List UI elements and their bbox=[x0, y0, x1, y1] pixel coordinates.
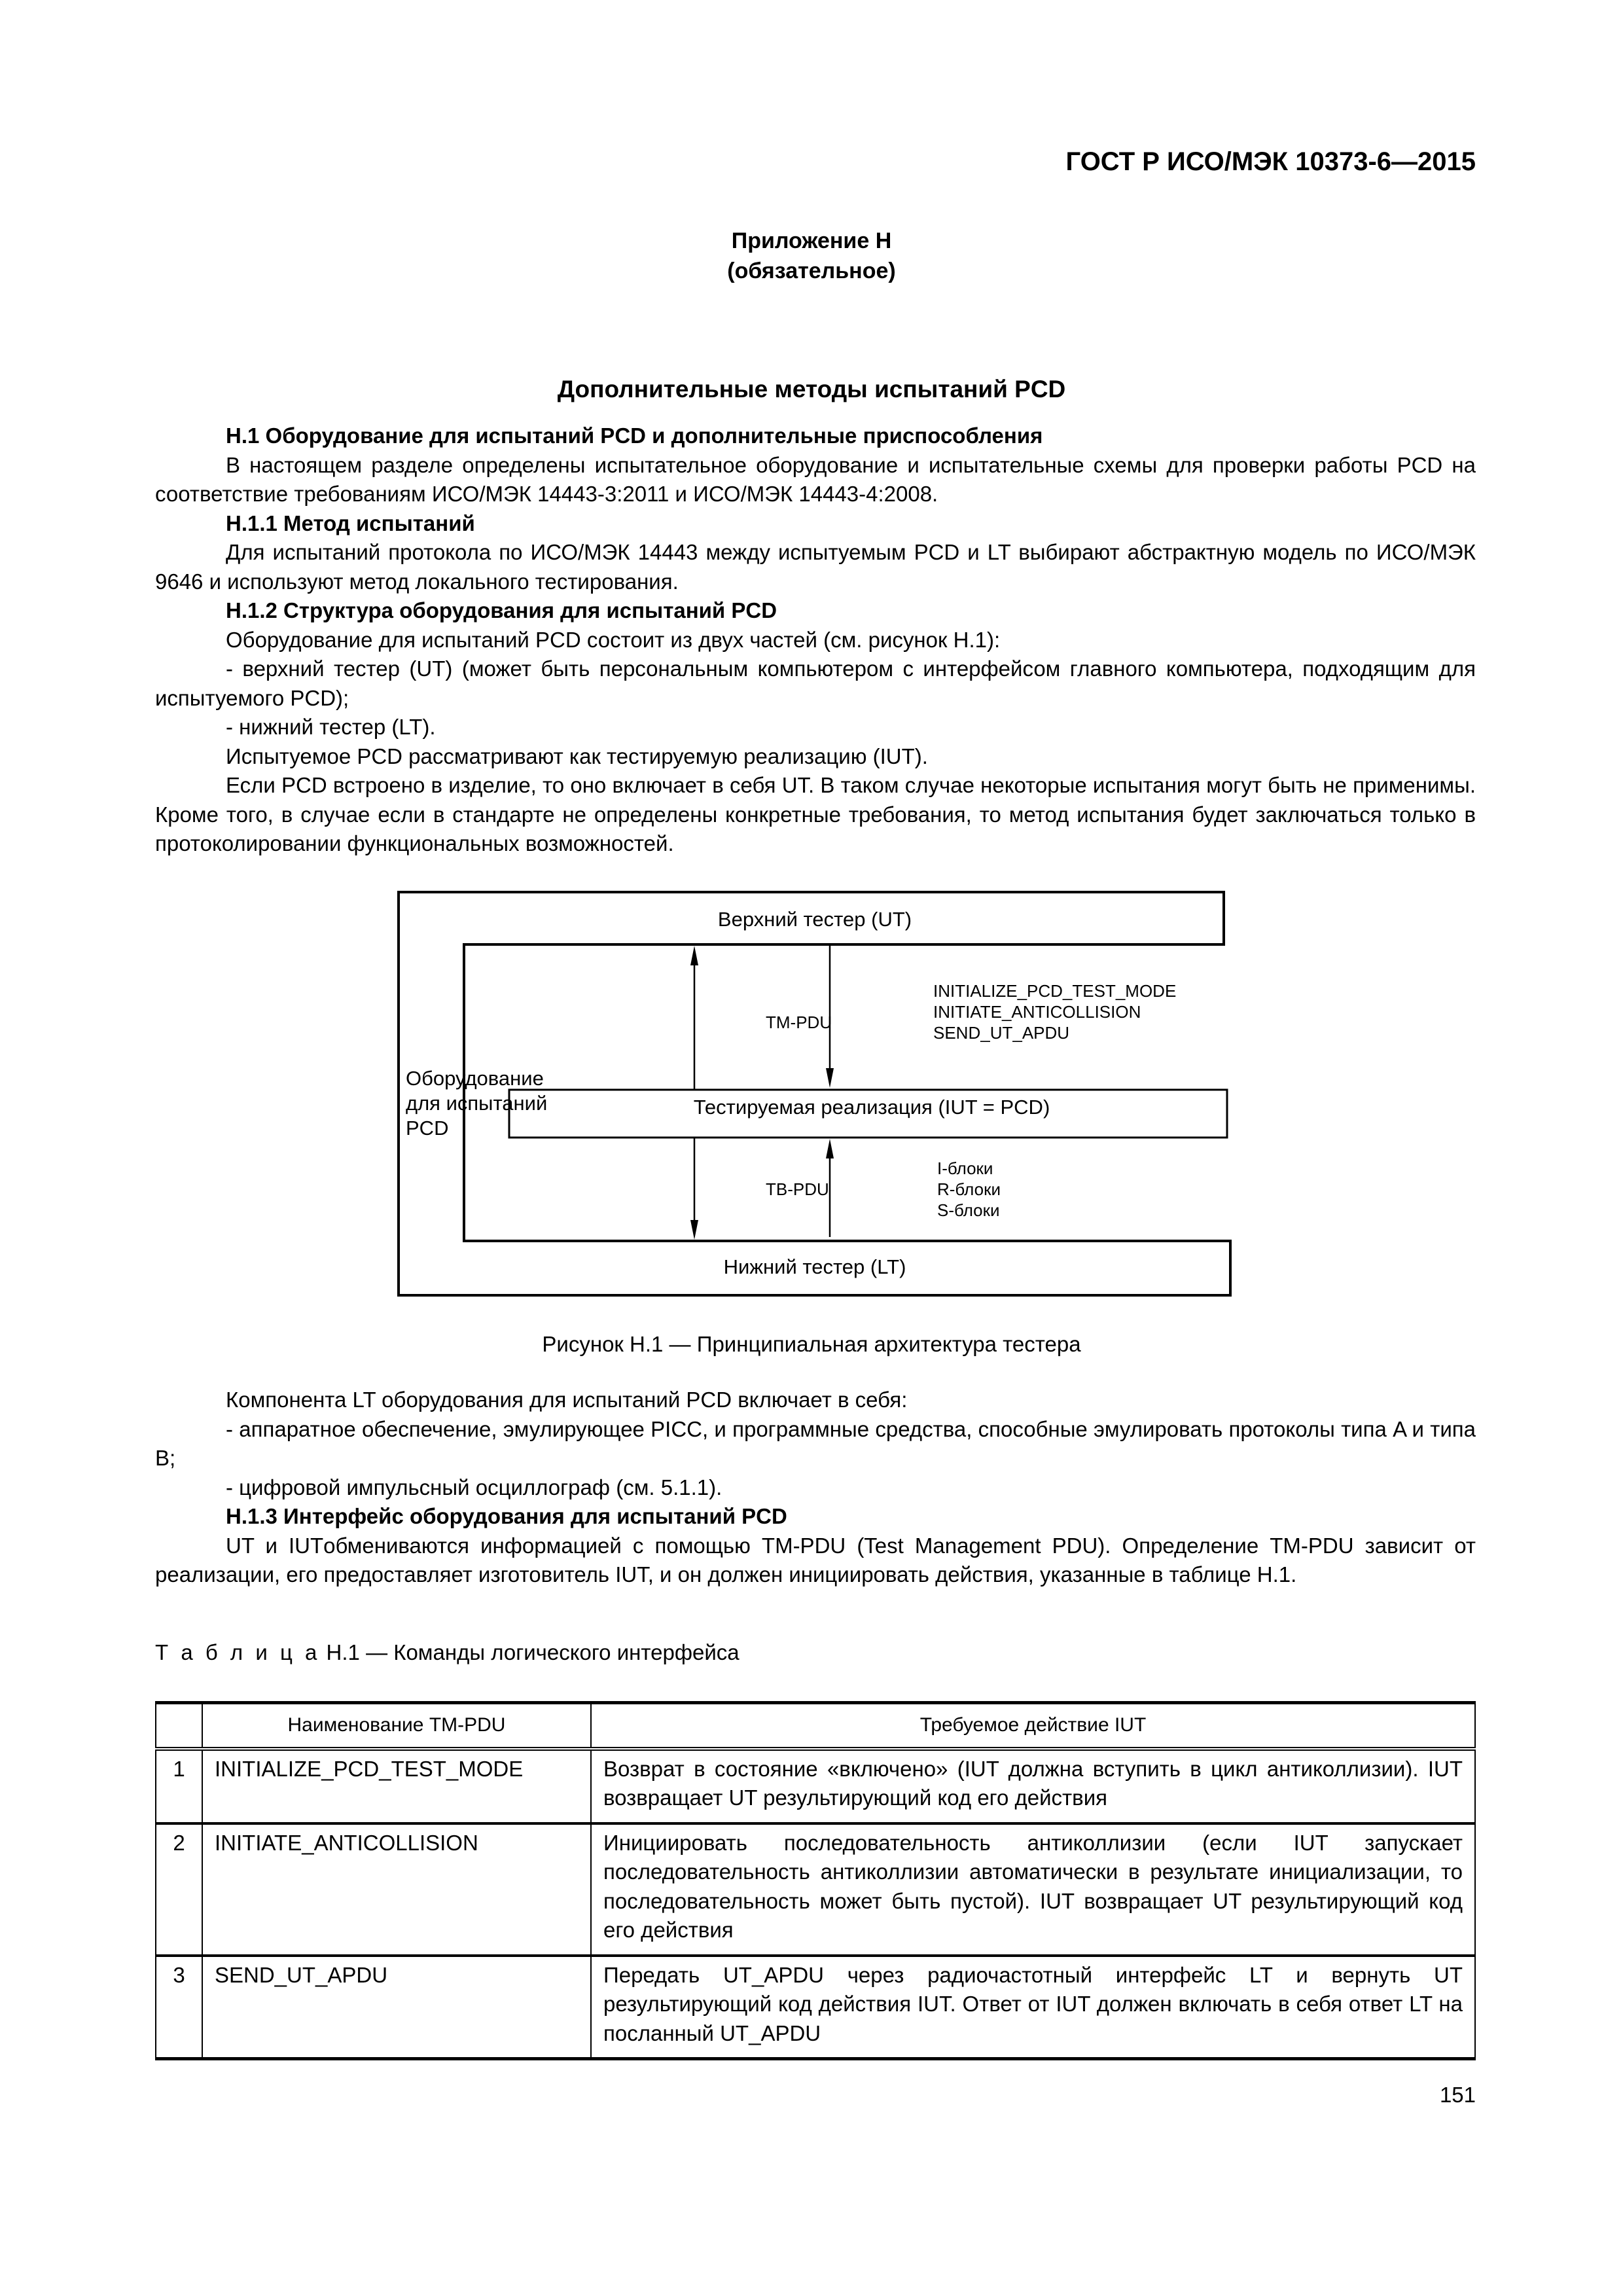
section-h12-list-item: - нижний тестер (LT). bbox=[226, 715, 436, 739]
section-h13-text: UT и IUTобмениваются информацией с помощью TM-PDU (Test Management PDU). Определение TM-PDU зависит от реализации, его предоставляет изготовитель IUT, и он должен инициировать действия, указанные в таблице H.1. bbox=[155, 1533, 1476, 1587]
table-header-row bbox=[156, 1703, 1475, 1749]
section-h12-heading: H.1.2 Структура оборудования для испытаний PCD bbox=[226, 598, 777, 622]
tb-pdu-label: TB-PDU bbox=[766, 1179, 829, 1199]
table-caption-prefix: Т а б л и ц а bbox=[155, 1640, 321, 1664]
tm-pdu-label: TM-PDU bbox=[766, 1013, 832, 1032]
table-caption bbox=[155, 1640, 740, 1665]
equipment-label-line: Оборудование bbox=[406, 1067, 544, 1090]
section-h12-para: Оборудование для испытаний PCD состоит из двух частей (см. рисунок H.1): bbox=[226, 627, 1001, 652]
block-label: R-блоки bbox=[937, 1179, 1001, 1199]
table-row bbox=[156, 1956, 1475, 2059]
command-label: INITIATE_ANTICOLLISION bbox=[933, 1002, 1141, 1022]
iut-label: Тестируемая реализация (IUT = PCD) bbox=[693, 1096, 1050, 1119]
row-name: SEND_UT_APDU bbox=[202, 1956, 591, 2059]
section-h12-para: Испытуемое PCD рассматривают как тестируемую реализацию (IUT). bbox=[226, 744, 928, 768]
row-action: Передать UT_APDU через радиочастотный интерфейс LT и вернуть UT результирующий код действия IUT. Ответ от IUT должен включать в себя ответ LT на посланный UT_APDU bbox=[591, 1956, 1475, 2059]
section-h1-text: В настоящем разделе определены испытательное оборудование и испытательные схемы для проверки работы PCD на соответствие требованиям ИСО/МЭК 14443-3:2011 и ИСО/МЭК 14443-4:2008. bbox=[155, 452, 1476, 506]
row-name: INITIALIZE_PCD_TEST_MODE bbox=[202, 1749, 591, 1823]
body-text-bottom bbox=[155, 1386, 1476, 1590]
equipment-label-line: PCD bbox=[406, 1117, 449, 1139]
table-row bbox=[156, 1749, 1475, 1823]
lt-components-item: - аппаратное обеспечение, эмулирующее PICC, и программные средства, способные эмулировать протоколы типа A и типа B; bbox=[155, 1416, 1476, 1470]
row-num: 1 bbox=[156, 1749, 202, 1823]
block-label: I-блоки bbox=[937, 1158, 993, 1178]
section-h12-para: Если PCD встроено в изделие, то оно включает в себя UT. В таком случае некоторые испытания могут быть не применимы. Кроме того, в случае если в стандарте не определены конкретные требования, то метод испытания будет заключаться только в протоколировании функциональных возможностей. bbox=[155, 773, 1476, 855]
table-header-name: Наименование TM-PDU bbox=[202, 1703, 591, 1749]
row-name: INITIATE_ANTICOLLISION bbox=[202, 1823, 591, 1956]
table-caption-text: H.1 — Команды логического интерфейса bbox=[320, 1640, 740, 1664]
section-h11-heading: H.1.1 Метод испытаний bbox=[226, 511, 475, 535]
annex-label: Приложение H bbox=[731, 228, 892, 253]
table-header-action: Требуемое действие IUT bbox=[591, 1703, 1475, 1749]
lt-components-intro: Компонента LT оборудования для испытаний PCD включает в себя: bbox=[226, 1388, 908, 1412]
row-num: 3 bbox=[156, 1956, 202, 2059]
row-action: Возврат в состояние «включено» (IUT должна вступить в цикл антиколлизии). IUT возвращает UT результирующий код его действия bbox=[591, 1749, 1475, 1823]
section-h1-heading: H.1 Оборудование для испытаний PCD и дополнительные приспособления bbox=[226, 423, 1043, 448]
commands-table bbox=[155, 1701, 1476, 2060]
command-label: SEND_UT_APDU bbox=[933, 1023, 1070, 1043]
equipment-label-line: для испытаний bbox=[406, 1092, 548, 1115]
table-header-num bbox=[156, 1703, 202, 1749]
page-title: Дополнительные методы испытаний PCD bbox=[557, 376, 1066, 403]
block-label: S-блоки bbox=[937, 1200, 1000, 1220]
lower-tester-label: Нижний тестер (LT) bbox=[723, 1255, 906, 1278]
annex-status: (обязательное) bbox=[727, 259, 896, 283]
section-h12-list-item: - верхний тестер (UT) (может быть персональным компьютером с интерфейсом главного компьютера, подходящим для испытуемого PCD); bbox=[155, 656, 1476, 710]
section-h11-text: Для испытаний протокола по ИСО/МЭК 14443 между испытуемым PCD и LT выбирают абстрактную модель по ИСО/МЭК 9646 и используют метод локального тестирования. bbox=[155, 540, 1476, 594]
table-row bbox=[156, 1823, 1475, 1956]
row-num: 2 bbox=[156, 1823, 202, 1956]
row-action: Инициировать последовательность антиколлизии (если IUT запускает последовательность антиколлизии автоматически в результате инициализации, то последовательность может быть пустой). IUT возвращает UT результирующий код его действия bbox=[591, 1823, 1475, 1956]
section-h13-heading: H.1.3 Интерфейс оборудования для испытаний PCD bbox=[226, 1504, 787, 1528]
lt-components-item: - цифровой импульсный осциллограф (см. 5.1.1). bbox=[226, 1475, 722, 1499]
upper-tester-label: Верхний тестер (UT) bbox=[717, 908, 912, 931]
command-label: INITIALIZE_PCD_TEST_MODE bbox=[933, 981, 1177, 1001]
document-header: ГОСТ Р ИСО/МЭК 10373-6—2015 bbox=[1065, 147, 1476, 176]
page-number: 151 bbox=[1439, 2083, 1476, 2107]
figure-caption: Рисунок H.1 — Принципиальная архитектура тестера bbox=[542, 1332, 1081, 1356]
